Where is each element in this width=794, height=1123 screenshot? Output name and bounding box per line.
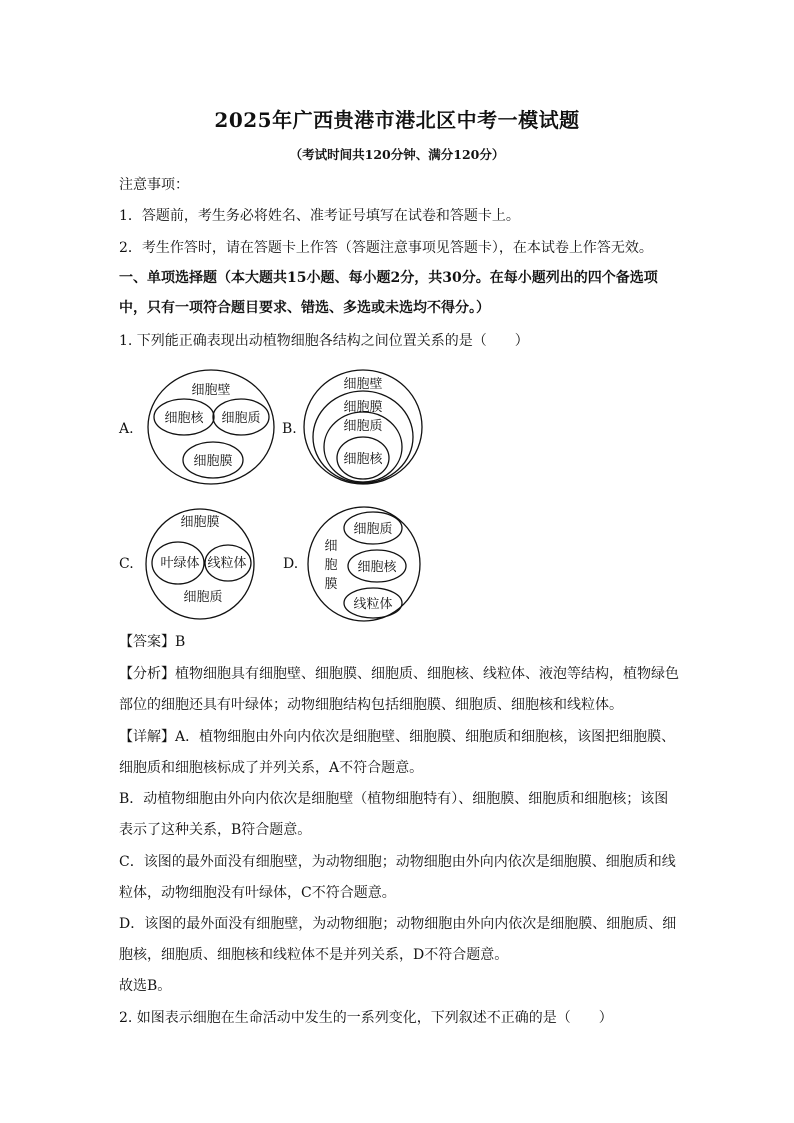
option-a-label: A. xyxy=(119,421,134,437)
option-d-side-label-1: 细 xyxy=(324,539,338,554)
option-d-diagram xyxy=(305,504,423,624)
question-1-detail-line-8: 胞核，细胞质、细胞核和线粒体不是并列关系，D不符合题意。 xyxy=(119,947,509,963)
question-1-detail-line-7: D．该图的最外面没有细胞壁，为动物细胞；动物细胞由外向内依次是细胞膜、细胞质、细 xyxy=(119,916,677,932)
option-b-label: B. xyxy=(282,421,297,437)
option-d-bottom-label: 线粒体 xyxy=(353,597,393,612)
option-b-ring-3-label: 细胞质 xyxy=(343,419,383,434)
section-heading-line-1: 一、单项选择题（本大题共15小题、每小题2分，共30分。在每小题列出的四个备选项 xyxy=(119,270,658,286)
section-heading-line-2: 中，只有一项符合题目要求、错选、多选或未选均不得分。） xyxy=(119,300,490,316)
notice-item-1: 1．答题前，考生务必将姓名、准考证号填写在试卷和答题卡上。 xyxy=(119,208,520,224)
question-1-detail-line-2: 细胞质和细胞核标成了并列关系，A不符合题意。 xyxy=(119,760,424,776)
option-d-top-label: 细胞质 xyxy=(353,522,393,537)
option-d-middle-label: 细胞核 xyxy=(357,560,397,575)
notice-item-2: 2．考生作答时，请在答题卡上作答（答题注意事项见答题卡），在本试卷上作答无效。 xyxy=(119,240,653,256)
option-c-outer-label: 细胞膜 xyxy=(180,515,220,530)
question-1-stem: 1. 下列能正确表现出动植物细胞各结构之间位置关系的是（ ） xyxy=(119,333,529,349)
option-b-ring-1-label: 细胞壁 xyxy=(343,377,383,392)
question-1-analysis-line-1: 【分析】植物细胞具有细胞壁、细胞膜、细胞质、细胞核、线粒体、液泡等结构，植物绿色 xyxy=(119,666,679,682)
option-a-bottom-label: 细胞膜 xyxy=(193,454,233,469)
option-d-side-label-3: 膜 xyxy=(324,577,338,592)
question-1-detail-line-6: 粒体，动物细胞没有叶绿体，C不符合题意。 xyxy=(119,885,396,901)
option-a-diagram xyxy=(145,367,277,487)
option-b-diagram xyxy=(301,367,425,489)
option-b-ring-4-label: 细胞核 xyxy=(343,452,383,467)
option-d-side-label-2: 胞 xyxy=(324,558,338,573)
question-1-detail-line-4: 表示了这种关系，B符合题意。 xyxy=(119,822,312,838)
option-c-bottom-label: 细胞质 xyxy=(183,590,223,605)
option-c-label: C. xyxy=(119,556,134,572)
question-1-analysis-line-2: 部位的细胞还具有叶绿体；动物细胞结构包括细胞膜、细胞质、细胞核和线粒体。 xyxy=(119,697,623,713)
question-1-detail-line-3: B．动植物细胞由外向内依次是细胞壁（植物细胞特有）、细胞膜、细胞质和细胞核；该图 xyxy=(119,791,669,807)
option-c-left-label: 叶绿体 xyxy=(160,556,200,571)
question-2-stem: 2. 如图表示细胞在生命活动中发生的一系列变化，下列叙述不正确的是（ ） xyxy=(119,1010,613,1026)
question-1-conclusion: 故选B。 xyxy=(119,978,172,994)
option-b-ring-2-label: 细胞膜 xyxy=(343,400,383,415)
question-1-answer: 【答案】B xyxy=(119,634,186,650)
question-1-detail-line-1: 【详解】A．植物细胞由外向内依次是细胞壁、细胞膜、细胞质和细胞核，该图把细胞膜、 xyxy=(119,729,676,745)
option-c-right-label: 线粒体 xyxy=(207,556,247,571)
option-a-outer-label: 细胞壁 xyxy=(191,383,231,398)
option-a-left-label: 细胞核 xyxy=(164,411,204,426)
option-a-right-label: 细胞质 xyxy=(221,411,261,426)
question-1-detail-line-5: C．该图的最外面没有细胞壁，为动物细胞；动物细胞由外向内依次是细胞膜、细胞质和线 xyxy=(119,854,676,870)
exam-title: 2025年广西贵港市港北区中考一模试题 xyxy=(214,108,580,132)
notice-heading: 注意事项： xyxy=(119,177,189,193)
option-d-label: D. xyxy=(283,556,299,572)
option-c-diagram xyxy=(142,505,258,623)
exam-subtitle: （考试时间共120分钟、满分120分） xyxy=(289,147,505,162)
